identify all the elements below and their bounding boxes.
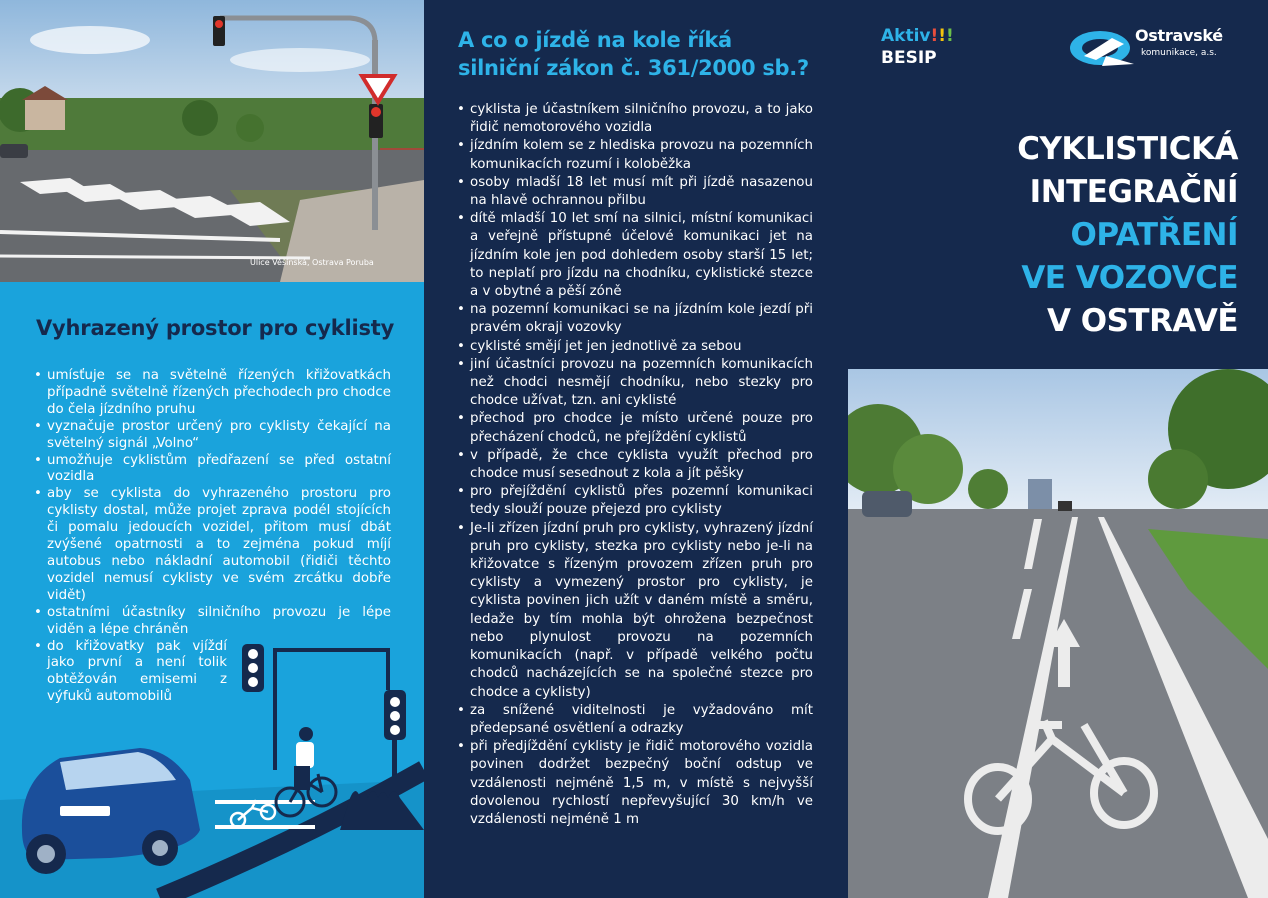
title-line: V OSTRAVĚ	[1046, 303, 1238, 339]
heading-line: A co o jízdě na kole říká	[458, 28, 732, 52]
aktiv-besip-logo	[881, 26, 954, 68]
traffic-law-list	[457, 101, 813, 829]
besip-word: BESIP	[881, 48, 937, 68]
reserved-space-heading: Vyhrazený prostor pro cyklisty	[36, 316, 395, 340]
company-subtitle: komunikace, a.s.	[1141, 48, 1217, 58]
list-item: • v případě, že chce cyklista využít přechod pro chodce musí sesednout z kola a jít pěšky	[457, 447, 813, 483]
title-line: OPATŘENÍ	[1070, 217, 1238, 253]
left-panel	[0, 0, 424, 898]
brochure-title	[1017, 128, 1238, 343]
title-line: VE VOZOVCE	[1021, 260, 1238, 296]
list-item: • osoby mladší 18 let musí mít při jízdě nasazenou na hlavě ochrannou přilbu	[457, 174, 813, 210]
list-item: • přechod pro chodce je místo určené pouze pro přecházení chodců, ne přejíždění cyklistů	[457, 410, 813, 446]
list-item: • cyklisté smějí jet jen jednotlivě za sebou	[457, 338, 813, 356]
list-item: • jiní účastníci provozu na pozemních komunikacích než chodci nesmějí chodníku, nebo stezky pro chodce užívat, tzn. ani cyklisté	[457, 356, 813, 411]
list-item: • při předjíždění cyklisty je řidič motorového vozidla povinen dodržet bezpečný boční odstup ve vzdálenosti nejméně 1,5 m, v místě s nejvyšší dovolenou rychlostí nepřevyšující 30 km/h ve vzdálenosti nejméně 1 m	[457, 738, 813, 829]
list-item: • pro přejíždění cyklistů přes pozemní komunikaci tedy slouží pouze přejezd pro cyklisty	[457, 483, 813, 519]
list-item: • na pozemní komunikaci se na jízdním kole jezdí při pravém okraji vozovky	[457, 301, 813, 337]
list-item: • umožňuje cyklistům předřazení se před ostatní vozidla	[34, 453, 391, 487]
list-item: • Je-li zřízen jízdní pruh pro cyklisty, vyhrazený jízdní pruh pro cyklisty, stezka pro cyklisty nebo je-li na křižovatce s řízeným provozem zřízen pruh pro cyklisty a vymezený prostor pro cyklisty, je cyklista povinen jich užít v daném místě a směru, ledaže by tím mohla být ohrožena bezpečnost nebo plynulost provozu na pozemních komunikacích (např. v případě velkého počtu chodců nacházejících se na společné stezce pro chodce a cyklisty)	[457, 520, 813, 702]
aktiv-exclamations: !!!	[930, 26, 954, 46]
photo-caption: Ulice Věšínská, Ostrava Poruba	[250, 258, 374, 267]
title-line: CYKLISTICKÁ	[1017, 131, 1238, 167]
bike-lane-photo	[848, 369, 1268, 898]
street-intersection-photo	[0, 0, 424, 282]
aktiv-word: Aktiv	[881, 26, 931, 46]
cyclist-car-illustration	[0, 630, 424, 898]
list-item: • do křižovatky pak vjíždí jako první a není tolik obtěžován emisemi z výfuků automobilů	[34, 639, 227, 707]
company-name: Ostravské	[1135, 26, 1223, 45]
list-item: • jízdním kolem se z hlediska provozu na pozemních komunikacích rozumí i koloběžka	[457, 137, 813, 173]
list-item: • umísťuje se na světelně řízených křižovatkách případně světelně řízených přechodech pro chodce do čela jízdního pruhu	[34, 368, 391, 419]
ostravske-komunikace-logo	[1066, 26, 1246, 70]
ostravske-komunikace-mark-icon	[1066, 26, 1138, 70]
list-item: • vyznačuje prostor určený pro cyklisty čekající na světelný signál „Volno“	[34, 419, 391, 453]
list-item: • aby se cyklista do vyhrazeného prostoru pro cyklisty dostal, může projet zprava podél stojících či pomalu jedoucích vozidel, přitom musí dbát zvýšené opatrnosti a to zejména pokud míjí autobus nebo nákladní automobil (řidiči těchto vozidel nemusí cyklisty ve svém zrcátku dobře vidět)	[34, 486, 391, 604]
list-item: • za snížené viditelnosti je vyžadováno mít předepsané osvětlení a odrazky	[457, 702, 813, 738]
right-panel	[848, 0, 1268, 898]
list-item: • cyklista je účastníkem silničního provozu, a to jako řidič nemotorového vozidla	[457, 101, 813, 137]
title-line: INTEGRAČNÍ	[1029, 174, 1238, 210]
list-item: • ostatními účastníky silničního provozu je lépe viděn a lépe chráněn	[34, 605, 391, 639]
heading-line: silniční zákon č. 361/2000 sb.?	[458, 56, 809, 80]
middle-panel	[424, 0, 848, 898]
list-item: • dítě mladší 10 let smí na silnici, místní komunikaci a veřejně přístupné účelové komunikaci jet na jízdním kole jen pod dohledem osoby starší 15 let; to neplatí pro jízdu na chodníku, cyklistické stezce a v obytné a pěší zóně	[457, 210, 813, 301]
traffic-law-heading	[458, 26, 838, 82]
